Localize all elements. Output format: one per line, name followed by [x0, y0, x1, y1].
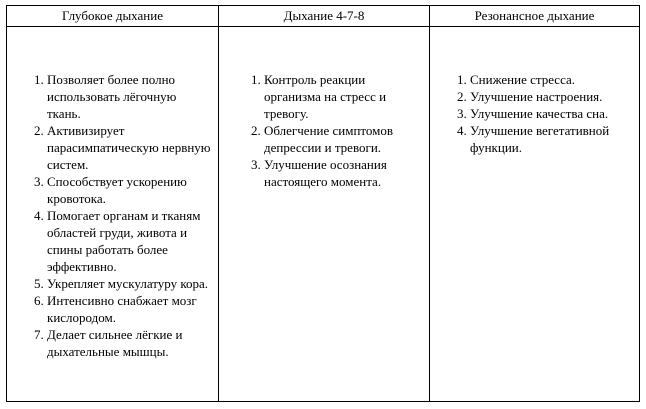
- list-item: 7. Делает сильнее лёгкие и дыхательные мышцы.: [34, 327, 183, 359]
- column-deep-breathing: [7, 6, 218, 401]
- column-4-7-8-breathing: [218, 6, 429, 401]
- list-item: 4. Помогает органам и тканям областей груди, живота и спины работать более эффективно.: [34, 208, 201, 274]
- column-resonant-breathing: [429, 6, 639, 401]
- column-body: [219, 27, 429, 401]
- list-item: 6. Интенсивно снабжает мозг кислородом.: [34, 293, 197, 325]
- column-body: [430, 27, 639, 401]
- list-item: 3. Улучшение осознания настоящего момента.: [251, 157, 387, 189]
- column-header: Глубокое дыхание: [7, 6, 218, 27]
- list-item: 5. Укрепляет мускулатуру кора.: [34, 276, 209, 291]
- list-item: 2. Улучшение настроения.: [457, 89, 603, 104]
- benefits-list: [34, 71, 212, 360]
- column-header: Резонансное дыхание: [430, 6, 639, 27]
- list-item: 1. Контроль реакции организма на стресс и тревогу.: [251, 72, 387, 121]
- comparison-table: [6, 5, 640, 402]
- list-item: 3. Способствует ускорению кровотока.: [34, 174, 187, 206]
- column-header: Дыхание 4-7-8: [219, 6, 429, 27]
- list-item: 2. Активизирует парасимпатическую нервную систем.: [34, 123, 211, 172]
- benefits-list: [457, 71, 631, 156]
- list-item: 1. Снижение стресса.: [457, 72, 576, 87]
- list-item: 1. Позволяет более полно использовать лёгочную ткань.: [34, 72, 177, 121]
- list-item: 3. Улучшение качества сна.: [457, 106, 609, 121]
- benefits-list: [251, 71, 415, 190]
- list-item: 2. Облегчение симптомов депрессии и тревоги.: [251, 123, 394, 155]
- list-item: 4. Улучшение вегетативной функции.: [457, 123, 610, 155]
- column-body: [7, 27, 218, 401]
